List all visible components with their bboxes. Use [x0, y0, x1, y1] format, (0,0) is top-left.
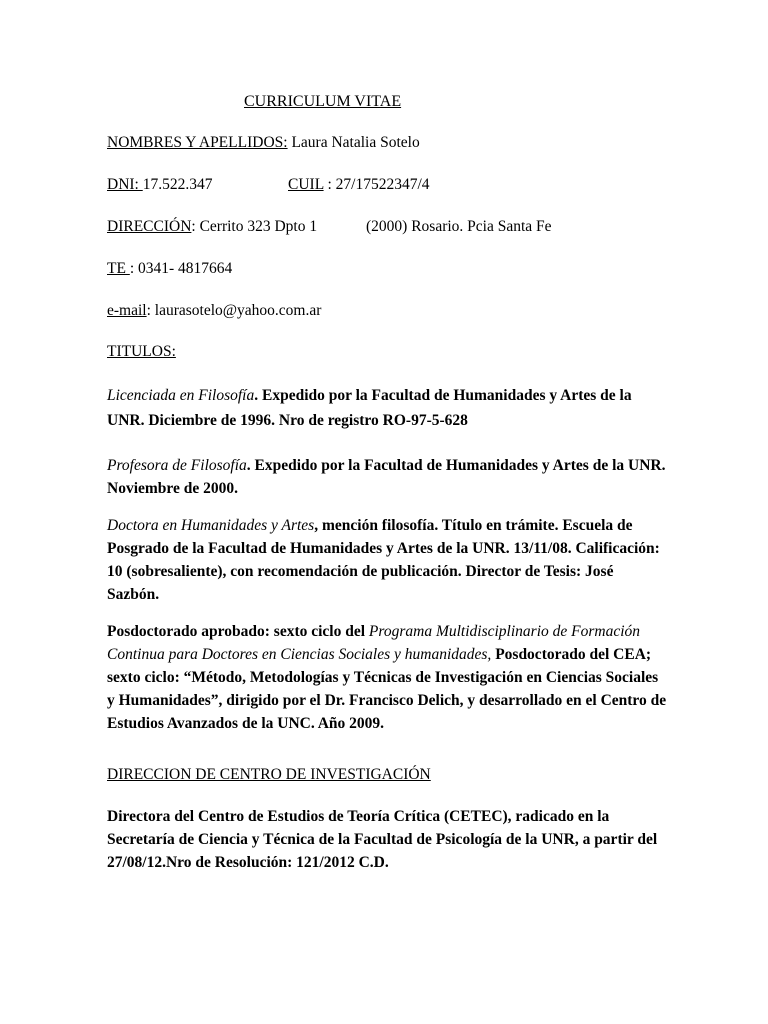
posdoc-intro: Posdoctorado aprobado: sexto ciclo del	[107, 623, 369, 640]
name-line	[107, 134, 420, 152]
titulo-detail: . Expedido por la Facultad de Humanidades y Artes de la UNR. Diciembre de 1996. Nro de registro RO-97-5-628	[107, 387, 632, 429]
phone-value: : 0341- 4817664	[129, 260, 233, 277]
titulo-item	[107, 514, 667, 606]
cuil-value: : 27/17522347/4	[323, 176, 430, 193]
address-line	[107, 218, 627, 236]
titulos-heading: TITULOS:	[107, 343, 176, 360]
dni-cuil-line	[107, 176, 507, 194]
posdoc-paragraph	[107, 620, 667, 735]
email-value: : laurasotelo@yahoo.com.ar	[146, 302, 322, 319]
dni-label: DNI:	[107, 176, 143, 193]
titulo-detail: , mención filosofía. Título en trámite. Escuela de Posgrado de la Facultad de Humanidades y Artes de la UNR. 13/11/08. Calificación: 10 (sobresaliente), con recomendación de publicación. Director de Tesis: José Sazbón.	[107, 517, 660, 603]
address-label: DIRECCIÓN	[107, 218, 192, 235]
email-label: e-mail	[107, 302, 147, 319]
name-label: NOMBRES Y APELLIDOS:	[107, 134, 288, 151]
direccion-heading: DIRECCION DE CENTRO DE INVESTIGACIÓN	[107, 766, 431, 783]
direccion-paragraph: Directora del Centro de Estudios de Teoría Crítica (CETEC), radicado en la Secretaría de Ciencia y Técnica de la Facultad de Psicología de la UNR, a partir del 27/08/12.Nro de Resolución: 121/2012 C.D.	[107, 808, 658, 871]
titulo-name: Licenciada en Filosofía	[107, 387, 255, 404]
titulo-name: Profesora de Filosofía	[107, 457, 247, 474]
address-city: (2000) Rosario. Pcia Santa Fe	[366, 218, 552, 235]
cuil-label: CUIL	[288, 176, 324, 193]
titulo-item	[107, 383, 667, 433]
phone-line	[107, 260, 232, 278]
titulo-detail: . Expedido por la Facultad de Humanidades y Artes de la UNR. Noviembre de 2000.	[107, 457, 666, 497]
phone-label: TE	[107, 260, 130, 277]
dni-value: 17.522.347	[142, 176, 213, 193]
posdoc-program: Programa Multidisciplinario de Formación Continua para Doctores en Ciencias Sociales y humanidades,	[107, 623, 641, 663]
name-value: Laura Natalia Sotelo	[287, 134, 420, 151]
address-value: : Cerrito 323 Dpto 1	[191, 218, 318, 235]
titulo-item	[107, 454, 667, 500]
document-title: CURRICULUM VITAE	[244, 93, 402, 110]
email-line	[107, 302, 321, 320]
titulo-name: Doctora en Humanidades y Artes	[107, 517, 315, 534]
posdoc-detail: Posdoctorado del CEA; sexto ciclo: “Método, Metodologías y Técnicas de Investigación en Ciencias Sociales y Humanidades”, dirigido por el Dr. Francisco Delich, y desarrollado en el Centro de Estudios Avanzados de la UNC. Año 2009.	[107, 646, 667, 732]
